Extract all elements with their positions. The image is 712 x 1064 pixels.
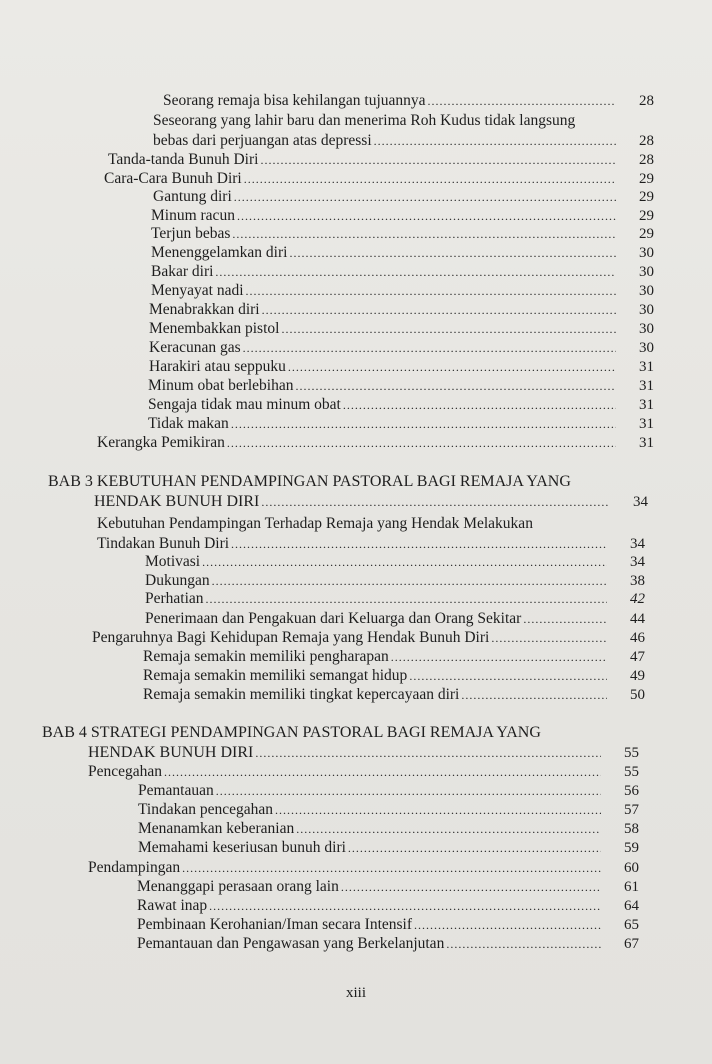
toc-entry: [0, 434, 712, 452]
toc-entry-title: Perhatian: [145, 590, 204, 607]
leader-dots: [202, 553, 607, 571]
toc-entry-page: 34: [630, 536, 645, 552]
toc-entry-page: 28: [639, 133, 654, 149]
toc-entry: [0, 188, 712, 206]
leader-dots: [232, 225, 616, 243]
toc-entry-page: 31: [639, 435, 654, 451]
toc-entry-title: Cara-Cara Bunuh Diri: [104, 170, 242, 187]
toc-entry: [0, 859, 712, 877]
toc-entry-title: Seorang remaja bisa kehilangan tujuannya: [163, 92, 426, 109]
toc-entry: [0, 801, 712, 819]
leader-dots: [296, 377, 617, 395]
leader-dots: [234, 188, 616, 206]
toc-entry-page: 61: [624, 879, 639, 895]
toc-entry: [0, 358, 712, 376]
toc-entry: [0, 839, 712, 857]
toc-entry-page: 29: [639, 171, 654, 187]
toc-entry: [0, 132, 712, 150]
toc-entry-title-line2: Tindakan Bunuh Diri: [97, 535, 230, 552]
leader-dots: [428, 92, 616, 110]
leader-dots: [409, 667, 607, 685]
toc-entry: [0, 916, 712, 934]
toc-entry-page: 49: [630, 668, 645, 684]
toc-entry-page: 29: [639, 189, 654, 205]
toc-entry-page: 59: [624, 840, 639, 856]
toc-entry-page: 34: [630, 554, 645, 570]
toc-entry: [0, 610, 712, 628]
toc-entry-title: Tidak makan: [148, 415, 229, 432]
toc-entry-title: Motivasi: [145, 553, 201, 570]
toc-entry-page: 29: [639, 226, 654, 242]
toc-entry-page: 67: [624, 936, 639, 952]
toc-entry-title: Pembinaan Kerohanian/Iman secara Intensif: [137, 916, 413, 933]
toc-entry-title: Dukungan: [145, 572, 210, 589]
toc-entry-title: Pengaruhnya Bagi Kehidupan Remaja yang Hendak Bunuh Diri: [92, 629, 490, 646]
toc-entry-page: 58: [624, 821, 639, 837]
toc-entry: [0, 535, 712, 553]
toc-entry: [0, 92, 712, 110]
leader-dots: [206, 590, 607, 608]
toc-entry-title: Menanamkan keberanian: [138, 820, 295, 837]
toc-entry-page: 65: [624, 917, 639, 933]
leader-dots: [414, 916, 601, 934]
leader-dots: [227, 434, 616, 452]
toc-entry: [0, 151, 712, 169]
leader-dots: [209, 897, 601, 915]
toc-entry-title: Harakiri atau seppuku: [149, 358, 286, 375]
toc-entry-page: 31: [639, 359, 654, 375]
toc-entry: [0, 590, 712, 608]
toc-entry-title: Minum racun: [151, 207, 235, 224]
leader-dots: [231, 535, 607, 553]
leader-dots: [281, 320, 616, 338]
toc-entry-title: Pendampingan: [88, 859, 181, 876]
chapter-page: 34: [633, 494, 648, 510]
leader-dots: [523, 610, 607, 628]
toc-entry: [0, 225, 712, 243]
leader-dots: [296, 820, 601, 838]
leader-dots: [348, 839, 601, 857]
chapter-heading: [0, 493, 712, 511]
toc-entry-title: Menabrakkan diri: [149, 301, 260, 318]
toc-entry-page: 46: [630, 630, 645, 646]
toc-entry-title: Remaja semakin memiliki semangat hidup: [143, 667, 408, 684]
toc-entry-title: Tanda-tanda Bunuh Diri: [108, 151, 259, 168]
toc-entry: [0, 820, 712, 838]
leader-dots: [341, 878, 601, 896]
toc-entry: [0, 339, 712, 357]
toc-entry: [0, 782, 712, 800]
toc-entry: [0, 244, 712, 262]
toc-entry-page: 57: [624, 802, 639, 818]
chapter-heading: [0, 744, 712, 762]
toc-entry-title-line1: Kebutuhan Pendampingan Terhadap Remaja yang Hendak Melakukan: [97, 515, 533, 532]
toc-entry-title: Minum obat berlebihan: [148, 377, 294, 394]
toc-entry: [0, 320, 712, 338]
toc-entry-title: Remaja semakin memiliki pengharapan: [143, 648, 389, 665]
toc-entry-title: Pemantauan: [138, 782, 214, 799]
leader-dots: [182, 859, 601, 877]
toc-entry-page: 28: [639, 93, 654, 109]
toc-entry: [0, 686, 712, 704]
leader-dots: [164, 763, 601, 781]
toc-entry-page: 38: [630, 573, 645, 589]
toc-entry-title-line2: bebas dari perjuangan atas depressi: [153, 132, 372, 149]
toc-entry-page: 30: [639, 245, 654, 261]
toc-entry-page: 30: [639, 340, 654, 356]
toc-entry-page: 30: [639, 302, 654, 318]
toc-entry-page: 55: [624, 764, 639, 780]
toc-entry-page: 30: [639, 283, 654, 299]
leader-dots: [260, 151, 616, 169]
leader-dots: [343, 396, 616, 414]
toc-entry-page: 64: [624, 898, 639, 914]
chapter-heading-line1: BAB 3 KEBUTUHAN PENDAMPINGAN PASTORAL BAGI REMAJA YANG: [48, 473, 571, 490]
leader-dots: [231, 415, 616, 433]
toc-entry-page: 31: [639, 416, 654, 432]
toc-entry-page: 56: [624, 783, 639, 799]
leader-dots: [215, 263, 616, 281]
toc-entry-page: 44: [630, 611, 645, 627]
leader-dots: [262, 301, 616, 319]
toc-entry-page: 60: [624, 860, 639, 876]
toc-entry-title: Remaja semakin memiliki tingkat kepercayaan diri: [143, 686, 460, 703]
toc-entry-page: 31: [639, 378, 654, 394]
toc-entry-title: Menenggelamkan diri: [151, 244, 288, 261]
toc-entry-page: 47: [630, 649, 645, 665]
leader-dots: [391, 648, 607, 666]
toc-entry-title-line1: Seseorang yang lahir baru dan menerima Roh Kudus tidak langsung: [153, 112, 576, 129]
toc-entry: [0, 207, 712, 225]
toc-entry-title: Tindakan pencegahan: [138, 801, 274, 818]
toc-entry: [0, 415, 712, 433]
toc-entry-title: Menanggapi perasaan orang lain: [137, 878, 339, 895]
toc-entry-page: 29: [639, 208, 654, 224]
toc-entry: [0, 667, 712, 685]
leader-dots: [246, 282, 616, 300]
page-number: xiii: [345, 985, 366, 1001]
toc-entry: [0, 897, 712, 915]
toc-entry-page: 30: [639, 264, 654, 280]
toc-entry: [0, 763, 712, 781]
toc-entry: [0, 301, 712, 319]
leader-dots: [244, 170, 616, 188]
leader-dots: [288, 358, 616, 376]
leader-dots: [261, 493, 610, 511]
toc-entry-title: Memahami keseriusan bunuh diri: [138, 839, 346, 856]
chapter-heading-line2: HENDAK BUNUH DIRI: [88, 744, 254, 761]
toc-entry: [0, 935, 712, 953]
toc-entry-title: Sengaja tidak mau minum obat: [148, 396, 341, 413]
toc-entry-title: Pencegahan: [88, 763, 163, 780]
leader-dots: [461, 686, 607, 704]
chapter-heading-line1: BAB 4 STRATEGI PENDAMPINGAN PASTORAL BAGI REMAJA YANG: [42, 724, 541, 741]
toc-entry-page: 50: [630, 687, 645, 703]
toc-entry-title: Penerimaan dan Pengakuan dari Keluarga dan Orang Sekitar: [145, 610, 522, 627]
leader-dots: [275, 801, 601, 819]
leader-dots: [289, 244, 616, 262]
toc-entry-title: Bakar diri: [151, 263, 214, 280]
toc-entry-page: 30: [639, 321, 654, 337]
toc-entry: [0, 170, 712, 188]
toc-entry-title: Rawat inap: [137, 897, 208, 914]
toc-entry-page: 42: [630, 591, 645, 607]
toc-entry: [0, 396, 712, 414]
toc-entry: [0, 377, 712, 395]
toc-entry: [0, 282, 712, 300]
chapter-page: 55: [624, 745, 639, 761]
toc-entry-title: Pemantauan dan Pengawasan yang Berkelanjutan: [137, 935, 445, 952]
leader-dots: [243, 339, 616, 357]
toc-entry-title: Gantung diri: [153, 188, 232, 205]
toc-entry-page: 28: [639, 152, 654, 168]
toc-entry: [0, 648, 712, 666]
toc-entry-title: Kerangka Pemikiran: [97, 434, 225, 451]
chapter-heading-line2: HENDAK BUNUH DIRI: [94, 493, 260, 510]
toc-entry-title: Keracunan gas: [149, 339, 241, 356]
toc-entry-title: Menembakkan pistol: [149, 320, 280, 337]
toc-entry: [0, 553, 712, 571]
leader-dots: [237, 207, 616, 225]
leader-dots: [212, 572, 607, 590]
leader-dots: [255, 744, 601, 762]
leader-dots: [491, 629, 607, 647]
leader-dots: [216, 782, 601, 800]
toc-entry: [0, 878, 712, 896]
leader-dots: [374, 132, 616, 150]
toc-entry: [0, 629, 712, 647]
toc-entry: [0, 572, 712, 590]
leader-dots: [446, 935, 601, 953]
toc-entry: [0, 263, 712, 281]
toc-entry-title: Terjun bebas: [151, 225, 231, 242]
toc-entry-page: 31: [639, 397, 654, 413]
toc-entry-title: Menyayat nadi: [151, 282, 244, 299]
